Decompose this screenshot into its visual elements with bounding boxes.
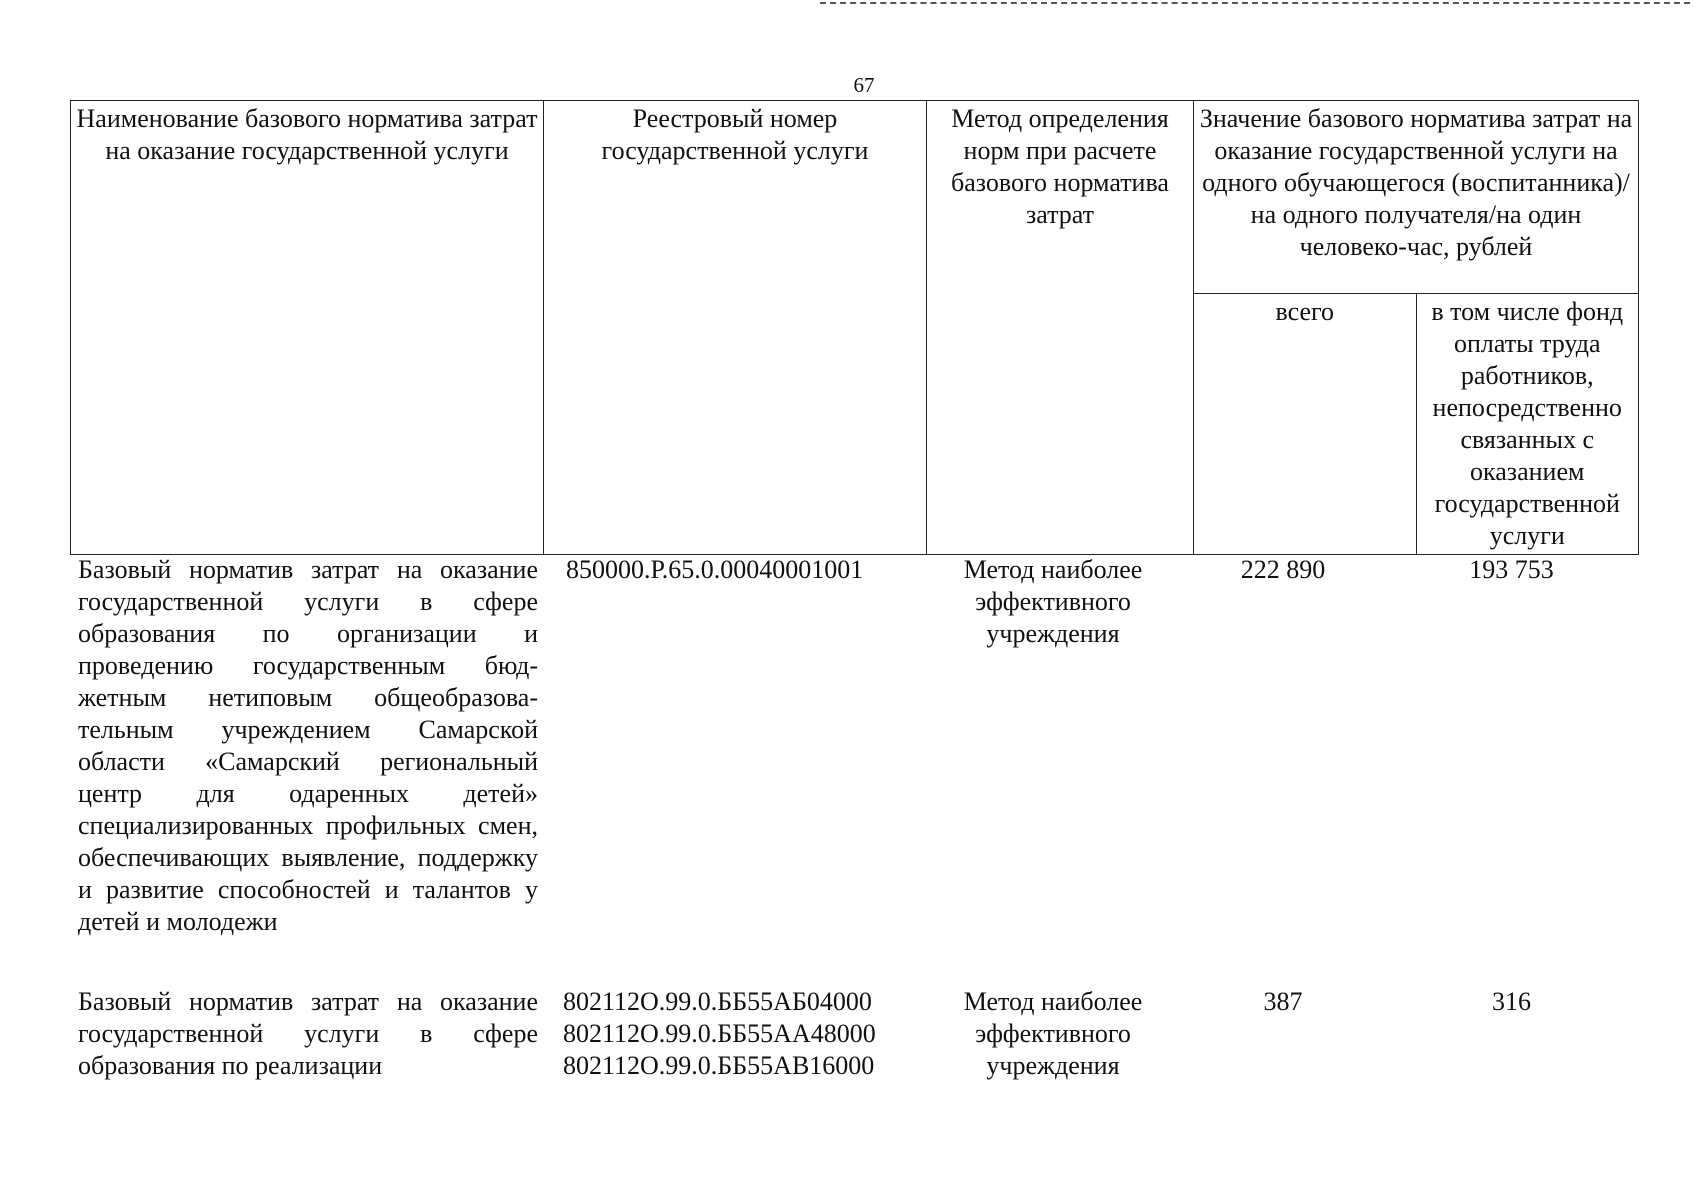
header-value: Значение базового норматива затрат на оказание государственной услуги на одного обучающегося (воспитанника)/на одного получателя/на один человеко-час, рублей	[1194, 101, 1639, 294]
row-2-registry-line: 802112О.99.0.ББ55АА48000	[563, 1019, 876, 1048]
header-total: всего	[1194, 294, 1417, 555]
row-2-method: Метод наиболее эффективного учреждения	[963, 987, 1143, 1080]
header-fot: в том числе фонд оплаты труда работников, непосредственно связанных с оказанием государственной услуги	[1416, 294, 1639, 555]
row-1-name: Базовый норматив затрат на оказание государственной услуги в сфере образования по организации и проведению государственным бюд-жетным нетиповым общеобразова-тельным учреждением Самарской области «Самарский региональный центр для одаренных детей» специализированных профильных смен, обеспечивающих выявление, поддержку и развитие способностей и талантов у детей и молодежи	[78, 555, 538, 936]
header-registry: Реестровый номер государственной услуги	[544, 101, 927, 555]
row-1-method: Метод наиболее эффективного учреждения	[963, 555, 1143, 648]
row-2-registry	[563, 986, 923, 1082]
row-2-total: 387	[1263, 987, 1303, 1016]
row-1-registry-line: 850000.Р.65.0.00040001001	[566, 555, 864, 584]
header-name: Наименование базового норматива затрат на оказание государственной услуги	[71, 101, 544, 555]
row-2-registry-line: 802112О.99.0.ББ55АВ16000	[563, 1051, 875, 1080]
row-1-fot: 193 753	[1469, 555, 1554, 584]
top-dashed-line	[820, 2, 1690, 4]
header-method: Метод определения норм при расчете базового норматива затрат	[927, 101, 1194, 555]
row-1-total: 222 890	[1240, 555, 1326, 584]
row-1-registry	[566, 554, 926, 586]
table-header	[70, 100, 1639, 555]
row-2-name: Базовый норматив затрат на оказание государственной услуги в сфере образования по реализации	[78, 987, 538, 1080]
row-2-fot: 316	[1492, 987, 1531, 1016]
page-number: 67	[853, 73, 875, 97]
row-2-registry-line: 802112О.99.0.ББ55АБ04000	[563, 987, 872, 1016]
